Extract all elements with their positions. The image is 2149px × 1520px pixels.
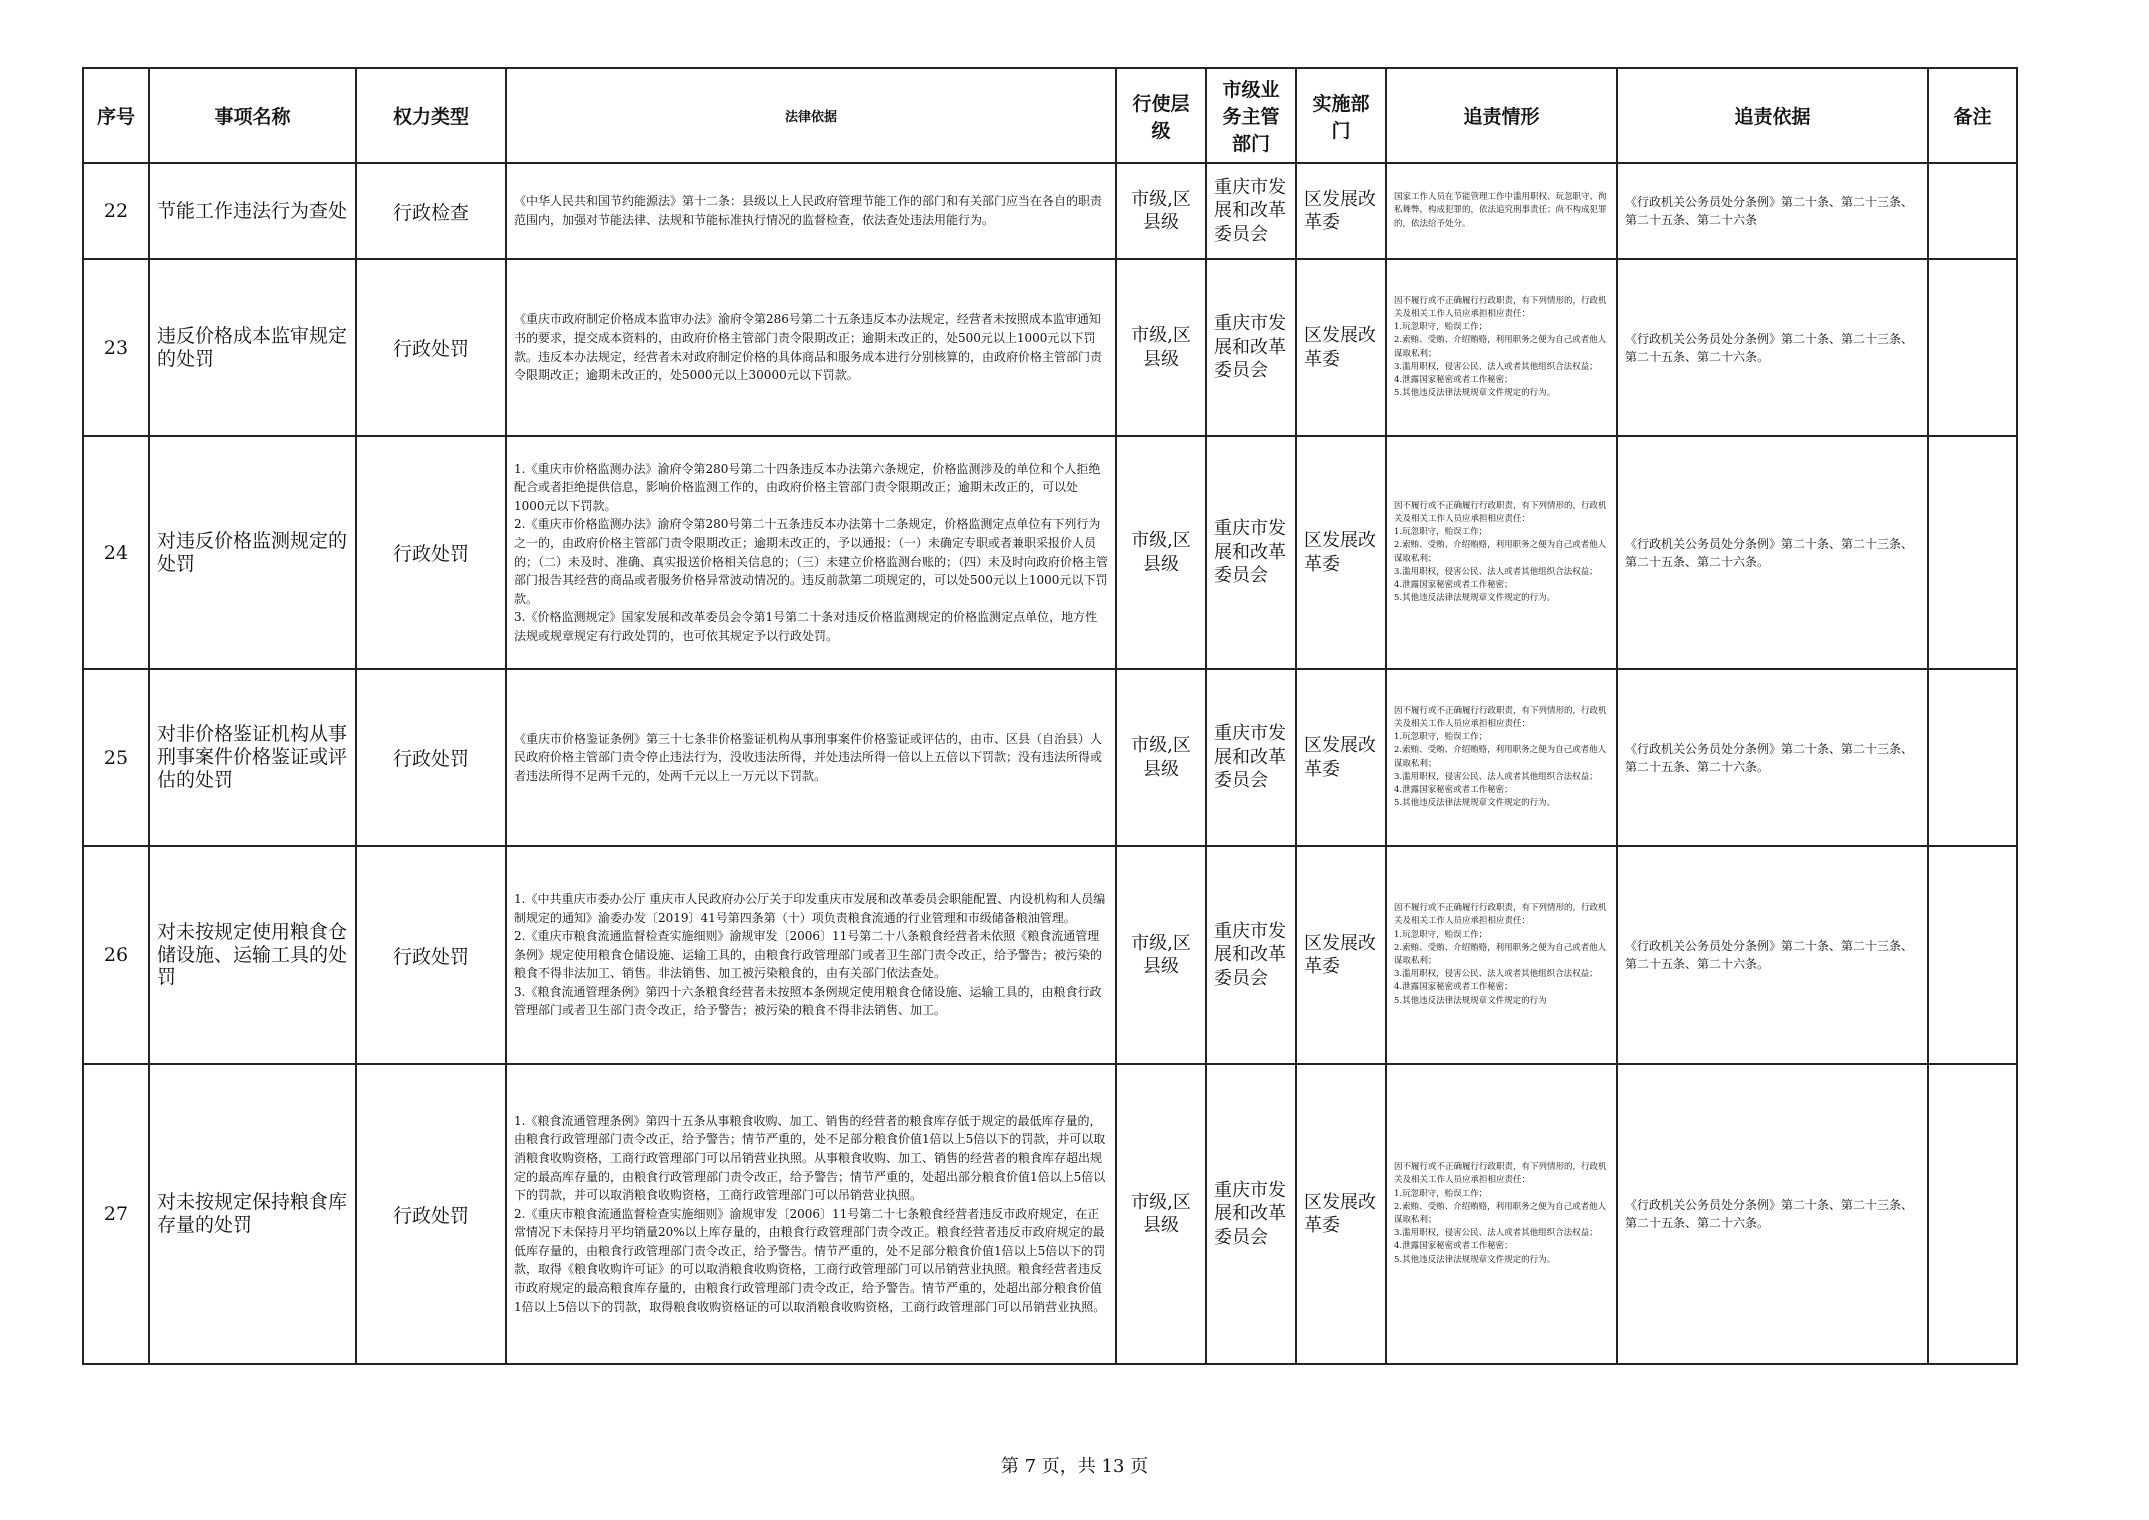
page-footer <box>0 1452 2149 1478</box>
row-legal-basis: 《重庆市政府制定价格成本监审办法》渝府令第286号第二十五条违反本办法规定，经营者未按照成本监审通知书的要求，提交成本资料的，由政府价格主管部门责令限期改正；逾期未改正的，处500元以上1000元以下罚款。违反本办法规定，经营者未对政府制定价格的具体商品和服务成本进行分别核算的，由政府价格主管部门责令限期改正；逾期未改正的，处5000元以上30000元以下罚款。 <box>506 259 1116 436</box>
table-row <box>83 163 2017 259</box>
table-row <box>83 1064 2017 1364</box>
row-impl: 区发展改革委 <box>1296 846 1386 1064</box>
row-remark <box>1928 259 2017 436</box>
row-impl: 区发展改革委 <box>1296 163 1386 259</box>
row-seq: 26 <box>83 846 149 1064</box>
row-blame-situation: 因不履行或不正确履行行政职责，有下列情形的，行政机关及相关工作人员应承担相应责任： 1.玩忽职守，贻误工作； 2.索贿、受贿、介绍贿赂，利用职务之便为自己或者他人谋取私利； 3.滥用职权，侵害公民、法人或者其他组织合法权益； 4.泄露国家秘密或者工作秘密； 5.其他违反法律法规规章文件规定的行为。 <box>1386 259 1617 436</box>
row-blame-situation: 因不履行或不正确履行行政职责，有下列情形的，行政机关及相关工作人员应承担相应责任： 1.玩忽职守，贻误工作； 2.索贿、受贿、介绍贿赂，利用职务之便为自己或者他人谋取私利； 3.滥用职权，侵害公民、法人或者其他组织合法权益； 4.泄露国家秘密或者工作秘密； 5.其他违反法律法规规章文件规定的行为。 <box>1386 436 1617 669</box>
row-power-type: 行政处罚 <box>356 436 506 669</box>
row-legal-basis: 1.《中共重庆市委办公厅 重庆市人民政府办公厅关于印发重庆市发展和改革委员会职能配置、内设机构和人员编制规定的通知》渝委办发〔2019〕41号第四条第（十）项负责粮食流通的行业管理和市级储备粮油管理。 2.《重庆市粮食流通监督检查实施细则》渝规审发〔2006〕11号第二十八条粮食经营者未依照《粮食流通管理条例》规定使用粮食仓储设施、运输工具的，由粮食行政管理部门或者卫生部门责令改正，给予警告；被污染的粮食不得非法加工、销售。非法销售、加工被污染粮食的，由有关部门依法查处。 3.《粮食流通管理条例》第四十六条粮食经营者未按照本条例规定使用粮食仓储设施、运输工具的，由粮食行政管理部门或者卫生部门责令改正，给予警告；被污染的粮食不得非法销售、加工。 <box>506 846 1116 1064</box>
header-legal-basis: 法律依据 <box>506 68 1116 163</box>
row-name: 对非价格鉴证机构从事刑事案件价格鉴证或评估的处罚 <box>149 669 356 846</box>
row-power-type: 行政处罚 <box>356 259 506 436</box>
row-legal-basis: 1.《重庆市价格监测办法》渝府令第280号第二十四条违反本办法第六条规定，价格监测涉及的单位和个人拒绝配合或者拒绝提供信息，影响价格监测工作的，由政府价格主管部门责令限期改正；逾期未改正的，可以处1000元以下罚款。 2.《重庆市价格监测办法》渝府令第280号第二十五条违反本办法第十二条规定，价格监测定点单位有下列行为之一的，由政府价格主管部门责令限期改正；逾期未改正的，予以通报：（一）未确定专职或者兼职采报价人员的；（二）未及时、准确、真实报送价格相关信息的；（三）未建立价格监测台账的；（四）未及时向政府价格主管部门报告其经营的商品或者服务价格异常波动情况的。违反前款第二项规定的，可以处500元以上1000元以下罚款。 3.《价格监测规定》国家发展和改革委员会令第1号第二十条对违反价格监测规定的价格监测定点单位，地方性法规或规章规定有行政处罚的，也可依其规定予以行政处罚。 <box>506 436 1116 669</box>
row-impl: 区发展改革委 <box>1296 669 1386 846</box>
row-dept: 重庆市发展和改革委员会 <box>1206 436 1296 669</box>
row-blame-situation: 因不履行或不正确履行行政职责，有下列情形的，行政机关及相关工作人员应承担相应责任： 1.玩忽职守，贻误工作； 2.索贿、受贿、介绍贿赂，利用职务之便为自己或者他人谋取私利； 3.滥用职权，侵害公民、法人或者其他组织合法权益； 4.泄露国家秘密或者工作秘密； 5.其他违反法律法规规章文件规定的行为 <box>1386 846 1617 1064</box>
table-row <box>83 846 2017 1064</box>
row-level: 市级,区县级 <box>1116 163 1206 259</box>
header-dept: 市级业务主管部门 <box>1206 68 1296 163</box>
table-row <box>83 259 2017 436</box>
powers-table <box>82 67 2018 1365</box>
row-level: 市级,区县级 <box>1116 1064 1206 1364</box>
row-seq: 25 <box>83 669 149 846</box>
row-dept: 重庆市发展和改革委员会 <box>1206 1064 1296 1364</box>
row-legal-basis: 《中华人民共和国节约能源法》第十二条：县级以上人民政府管理节能工作的部门和有关部门应当在各自的职责范围内，加强对节能法律、法规和节能标准执行情况的监督检查，依法查处违法用能行为。 <box>506 163 1116 259</box>
row-remark <box>1928 1064 2017 1364</box>
row-seq: 27 <box>83 1064 149 1364</box>
row-level: 市级,区县级 <box>1116 436 1206 669</box>
row-dept: 重庆市发展和改革委员会 <box>1206 259 1296 436</box>
row-power-type: 行政处罚 <box>356 669 506 846</box>
row-remark <box>1928 669 2017 846</box>
header-seq: 序号 <box>83 68 149 163</box>
row-seq: 22 <box>83 163 149 259</box>
row-blame-situation: 因不履行或不正确履行行政职责，有下列情形的，行政机关及相关工作人员应承担相应责任： 1.玩忽职守，贻误工作； 2.索贿、受贿、介绍贿赂，利用职务之便为自己或者他人谋取私利； 3.滥用职权，侵害公民、法人或者其他组织合法权益； 4.泄露国家秘密或者工作秘密； 5.其他违反法律法规规章文件规定的行为。 <box>1386 1064 1617 1364</box>
row-power-type: 行政处罚 <box>356 846 506 1064</box>
table-header <box>83 68 2017 163</box>
row-seq: 24 <box>83 436 149 669</box>
row-name: 对未按规定使用粮食仓储设施、运输工具的处罚 <box>149 846 356 1064</box>
row-blame-basis: 《行政机关公务员处分条例》第二十条、第二十三条、第二十五条、第二十六条 <box>1617 163 1928 259</box>
row-seq: 23 <box>83 259 149 436</box>
row-impl: 区发展改革委 <box>1296 436 1386 669</box>
row-blame-situation: 国家工作人员在节能管理工作中滥用职权、玩忽职守、徇私舞弊，构成犯罪的，依法追究刑事责任；尚不构成犯罪的，依法给予处分。 <box>1386 163 1617 259</box>
row-name: 节能工作违法行为查处 <box>149 163 356 259</box>
row-blame-basis: 《行政机关公务员处分条例》第二十条、第二十三条、第二十五条、第二十六条。 <box>1617 1064 1928 1364</box>
row-legal-basis: 1.《粮食流通管理条例》第四十五条从事粮食收购、加工、销售的经营者的粮食库存低于规定的最低库存量的，由粮食行政管理部门责令改正，给予警告；情节严重的，处不足部分粮食价值1倍以上5倍以下的罚款，并可以取消粮食收购资格，工商行政管理部门可以吊销营业执照。从事粮食收购、加工、销售的经营者的粮食库存超出规定的最高库存量的，由粮食行政管理部门责令改正，给予警告；情节严重的，处超出部分粮食价值1倍以上5倍以下的罚款，并可以取消粮食收购资格，工商行政管理部门可以吊销营业执照。 2.《重庆市粮食流通监督检查实施细则》渝规审发〔2006〕11号第二十七条粮食经营者违反市政府规定，在正常情况下未保持月平均销量20%以上库存量的，由粮食行政管理部门责令改正。粮食经营者违反市政府规定的最低库存量的，由粮食行政管理部门责令改正，给予警告。情节严重的，处不足部分粮食价值1倍以上5倍以下的罚款，取得《粮食收购许可证》的可以取消粮食收购资格，工商行政管理部门可以吊销营业执照。粮食经营者违反市政府规定的最高粮食库存量的，由粮食行政管理部门责令改正，给予警告。情节严重的，处超出部分粮食价值1倍以上5倍以下的罚款，取得粮食收购资格证的可以取消粮食收购资格，工商行政管理部门可以吊销营业执照。 <box>506 1064 1116 1364</box>
header-blame-situation: 追责情形 <box>1386 68 1617 163</box>
row-blame-situation: 因不履行或不正确履行行政职责，有下列情形的，行政机关及相关工作人员应承担相应责任： 1.玩忽职守，贻误工作； 2.索贿、受贿、介绍贿赂，利用职务之便为自己或者他人谋取私利； 3.滥用职权，侵害公民、法人或者其他组织合法权益； 4.泄露国家秘密或者工作秘密； 5.其他违反法律法规规章文件规定的行为。 <box>1386 669 1617 846</box>
row-dept: 重庆市发展和改革委员会 <box>1206 669 1296 846</box>
row-blame-basis: 《行政机关公务员处分条例》第二十条、第二十三条、第二十五条、第二十六条。 <box>1617 259 1928 436</box>
table-body <box>83 163 2017 1364</box>
row-legal-basis: 《重庆市价格鉴证条例》第三十七条非价格鉴证机构从事刑事案件价格鉴证或评估的，由市、区县（自治县）人民政府价格主管部门责令停止违法行为，没收违法所得，并处违法所得一倍以上五倍以下罚款；没有违法所得或者违法所得不足两千元的，处两千元以上一万元以下罚款。 <box>506 669 1116 846</box>
row-power-type: 行政处罚 <box>356 1064 506 1364</box>
row-impl: 区发展改革委 <box>1296 1064 1386 1364</box>
row-remark <box>1928 436 2017 669</box>
row-dept: 重庆市发展和改革委员会 <box>1206 846 1296 1064</box>
row-name: 对违反价格监测规定的处罚 <box>149 436 356 669</box>
header-remark: 备注 <box>1928 68 2017 163</box>
header-power-type: 权力类型 <box>356 68 506 163</box>
header-blame-basis: 追责依据 <box>1617 68 1928 163</box>
header-level: 行使层级 <box>1116 68 1206 163</box>
row-name: 对未按规定保持粮食库存量的处罚 <box>149 1064 356 1364</box>
row-level: 市级,区县级 <box>1116 669 1206 846</box>
header-impl: 实施部门 <box>1296 68 1386 163</box>
table-row <box>83 669 2017 846</box>
page-number: 第 7 页，共 13 页 <box>1000 1456 1149 1477</box>
table-row <box>83 436 2017 669</box>
row-remark <box>1928 846 2017 1064</box>
row-impl: 区发展改革委 <box>1296 259 1386 436</box>
header-name: 事项名称 <box>149 68 356 163</box>
row-power-type: 行政检查 <box>356 163 506 259</box>
row-blame-basis: 《行政机关公务员处分条例》第二十条、第二十三条、第二十五条、第二十六条。 <box>1617 436 1928 669</box>
row-name: 违反价格成本监审规定的处罚 <box>149 259 356 436</box>
row-remark <box>1928 163 2017 259</box>
row-level: 市级,区县级 <box>1116 846 1206 1064</box>
row-dept: 重庆市发展和改革委员会 <box>1206 163 1296 259</box>
row-level: 市级,区县级 <box>1116 259 1206 436</box>
row-blame-basis: 《行政机关公务员处分条例》第二十条、第二十三条、第二十五条、第二十六条。 <box>1617 846 1928 1064</box>
row-blame-basis: 《行政机关公务员处分条例》第二十条、第二十三条、第二十五条、第二十六条。 <box>1617 669 1928 846</box>
